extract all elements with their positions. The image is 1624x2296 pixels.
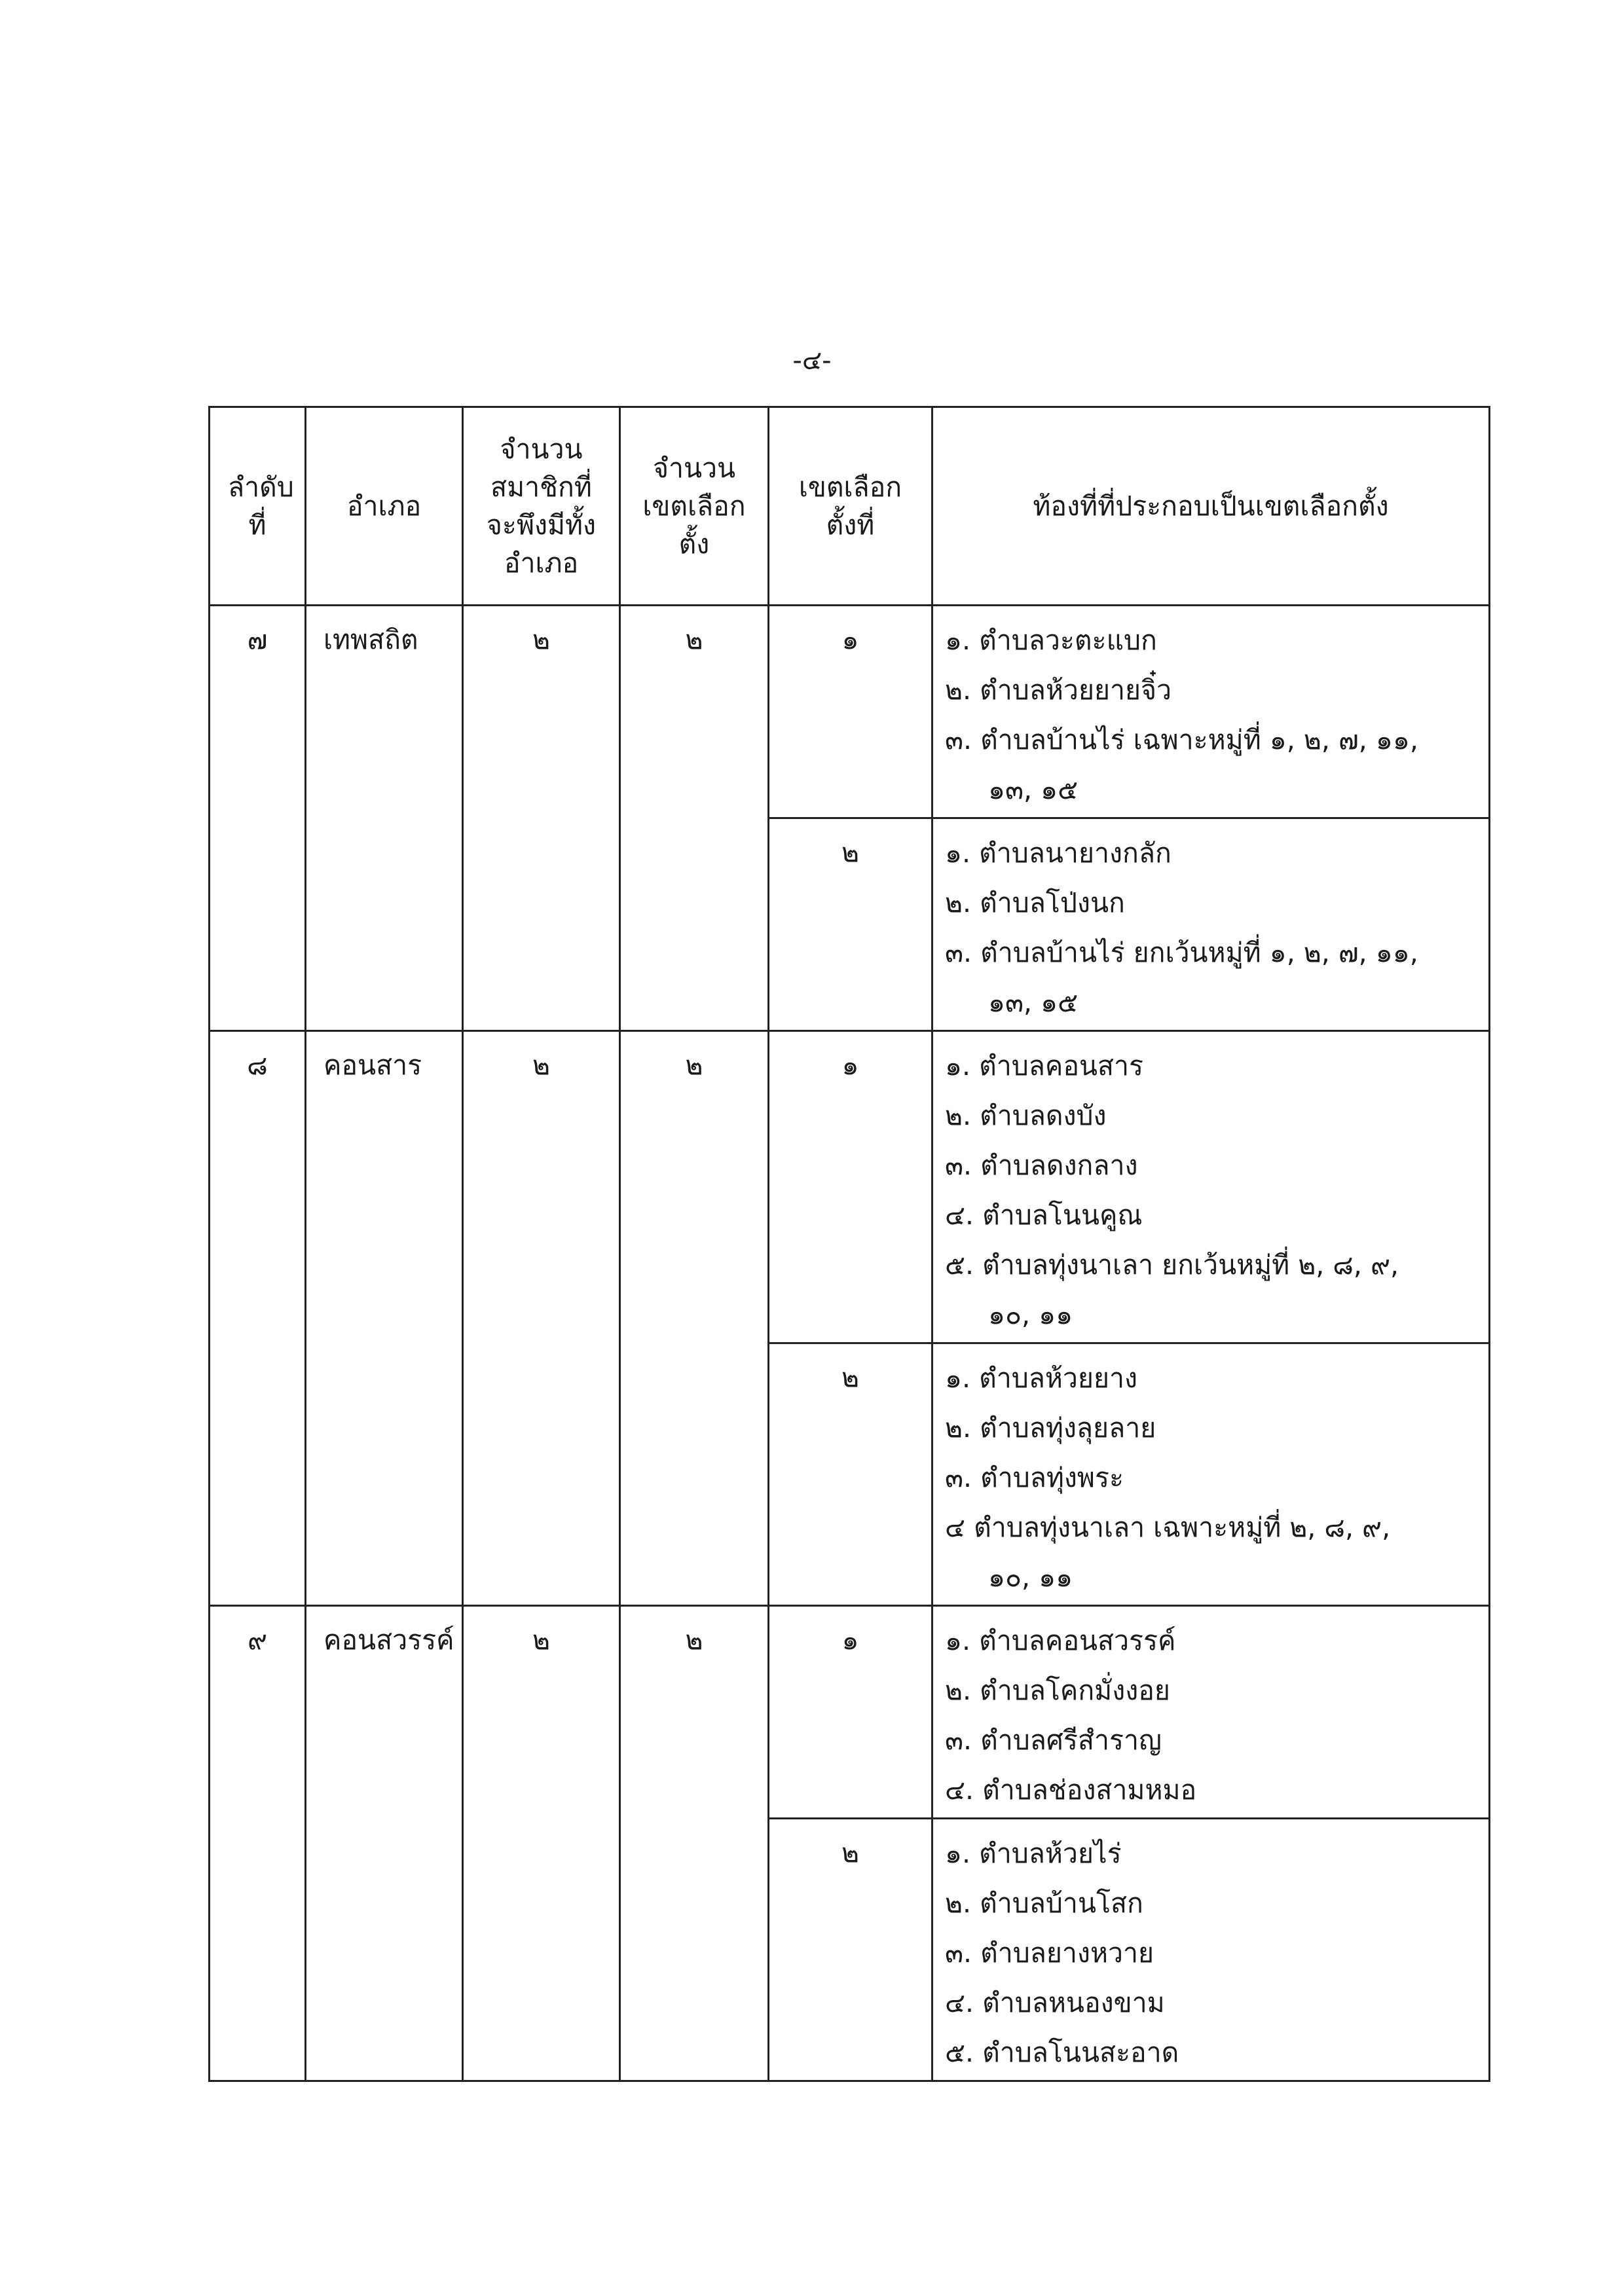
zones-count-cell: ๒ <box>620 606 769 1031</box>
list-item: ๔. ตำบลโนนคูณ <box>945 1199 1143 1231</box>
electoral-zones-table <box>208 406 1490 2082</box>
district-cell: คอนสาร <box>306 1031 463 1606</box>
list-item: ๓. ตำบลดงกลาง <box>945 1150 1138 1181</box>
area-list <box>933 606 1488 817</box>
list-item: ๓. ตำบลศรีสำราญ <box>945 1724 1162 1756</box>
areas-cell <box>932 1031 1490 1343</box>
list-item: ๒. ตำบลโป่งนก <box>945 887 1125 919</box>
list-item: ๔ ตำบลทุ่งนาเลา เฉพาะหมู่ที่ ๒, ๘, ๙, <box>945 1512 1391 1543</box>
list-item: ๑. ตำบลห้วยยาง <box>945 1362 1138 1394</box>
members-cell: ๒ <box>463 1606 620 2081</box>
district-cell: คอนสวรรค์ <box>306 1606 463 2081</box>
header-members: จำนวนสมาชิกที่จะพึงมีทั้งอำเภอ <box>463 407 620 606</box>
list-item: ๒. ตำบลห้วยยายจิ๋ว <box>945 674 1172 706</box>
area-list <box>933 1819 1488 2080</box>
list-item: ๑. ตำบลห้วยไร่ <box>945 1838 1122 1869</box>
zone-no-cell: ๑ <box>769 606 932 818</box>
zone-no-cell: ๒ <box>769 1819 932 2081</box>
order-cell: ๙ <box>210 1606 306 2081</box>
table-row <box>210 1031 1490 1343</box>
list-item: ๒. ตำบลทุ่งลุยลาย <box>945 1412 1156 1444</box>
list-item-continuation: ๑๐, ๑๑ <box>988 1561 1073 1593</box>
list-item-continuation: ๑๓, ๑๕ <box>988 987 1079 1018</box>
zone-no-cell: ๑ <box>769 1031 932 1343</box>
list-item: ๑. ตำบลคอนสาร <box>945 1050 1144 1082</box>
list-item: ๓. ตำบลบ้านไร่ เฉพาะหมู่ที่ ๑, ๒, ๗, ๑๑, <box>945 724 1418 756</box>
list-item: ๒. ตำบลโคกมั่งงอย <box>945 1675 1170 1706</box>
areas-cell <box>932 1606 1490 1819</box>
area-list <box>933 1607 1488 1817</box>
list-item: ๔. ตำบลหนองขาม <box>945 1987 1165 2018</box>
zones-count-cell: ๒ <box>620 1031 769 1606</box>
areas-cell <box>932 1343 1490 1606</box>
list-item: ๕. ตำบลโนนสะอาด <box>945 2037 1179 2068</box>
members-cell: ๒ <box>463 1031 620 1606</box>
members-cell: ๒ <box>463 606 620 1031</box>
list-item: ๒. ตำบลบ้านโสก <box>945 1887 1143 1919</box>
header-zone-no: เขตเลือกตั้งที่ <box>769 407 932 606</box>
district-cell: เทพสถิต <box>306 606 463 1031</box>
header-zones-count: จำนวนเขตเลือกตั้ง <box>620 407 769 606</box>
header-order: ลำดับที่ <box>210 407 306 606</box>
list-item: ๓. ตำบลทุ่งพระ <box>945 1462 1124 1493</box>
order-cell: ๗ <box>210 606 306 1031</box>
order-cell: ๘ <box>210 1031 306 1606</box>
page-number: -๔- <box>792 346 832 376</box>
zone-no-cell: ๒ <box>769 1343 932 1606</box>
list-item: ๑. ตำบลคอนสวรรค์ <box>945 1625 1176 1656</box>
area-list <box>933 1032 1488 1342</box>
header-district: อำเภอ <box>306 407 463 606</box>
list-item: ๑. ตำบลวะตะแบก <box>945 625 1157 656</box>
table-row <box>210 606 1490 818</box>
table-row <box>210 1606 1490 1819</box>
area-list <box>933 1344 1488 1605</box>
list-item: ๓. ตำบลบ้านไร่ ยกเว้นหมู่ที่ ๑, ๒, ๗, ๑๑, <box>945 937 1418 968</box>
list-item-continuation: ๑๓, ๑๕ <box>988 774 1079 805</box>
areas-cell <box>932 818 1490 1031</box>
list-item: ๑. ตำบลนายางกลัก <box>945 837 1172 869</box>
table-header-row <box>210 407 1490 606</box>
list-item: ๕. ตำบลทุ่งนาเลา ยกเว้นหมู่ที่ ๒, ๘, ๙, <box>945 1249 1399 1281</box>
list-item: ๓. ตำบลยางหวาย <box>945 1937 1154 1969</box>
zone-no-cell: ๑ <box>769 1606 932 1819</box>
area-list <box>933 819 1488 1030</box>
zone-no-cell: ๒ <box>769 818 932 1031</box>
list-item: ๔. ตำบลช่องสามหมอ <box>945 1774 1197 1806</box>
header-areas: ท้องที่ที่ประกอบเป็นเขตเลือกตั้ง <box>932 407 1490 606</box>
areas-cell <box>932 1819 1490 2081</box>
list-item: ๒. ตำบลดงบัง <box>945 1100 1107 1131</box>
list-item-continuation: ๑๐, ๑๑ <box>988 1299 1073 1330</box>
zones-count-cell: ๒ <box>620 1606 769 2081</box>
areas-cell <box>932 606 1490 818</box>
